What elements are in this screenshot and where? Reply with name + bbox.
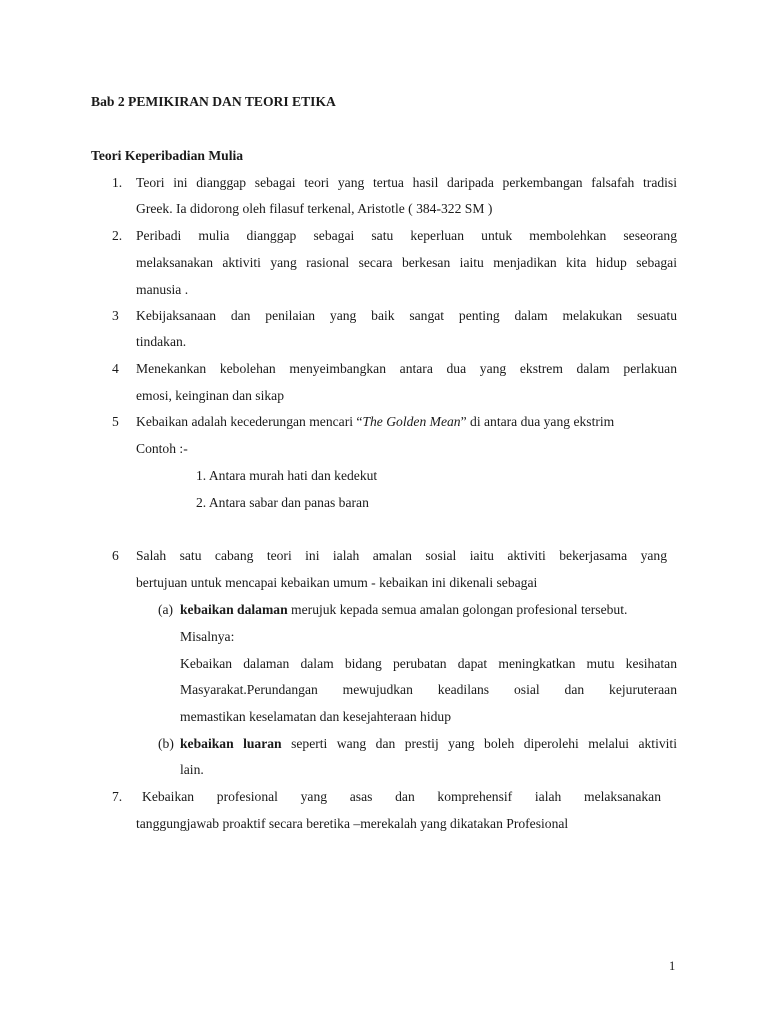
subitem-b-line-1: kebaikan luaran seperti wang dan prestij yang boleh diperolehi melalui aktiviti	[180, 736, 677, 751]
example-1: 1. Antara murah hati dan kedekut	[196, 468, 378, 483]
item-6-line-1: Salah satu cabang teori ini ialah amalan sosial iaitu aktiviti bekerjasama yang	[136, 548, 667, 563]
item-2-line-1: Peribadi mulia dianggap sebagai satu keperluan untuk membolehkan seseorang	[136, 228, 677, 243]
item-7-line-1: Kebaikan profesional yang asas dan komprehensif ialah melaksanakan	[142, 789, 661, 804]
subitem-b-line-2: lain.	[180, 762, 204, 777]
item-number: 3	[112, 308, 119, 323]
item-3-line-2: tindakan.	[136, 334, 187, 349]
golden-mean-term: The Golden Mean	[362, 414, 461, 429]
subitem-marker: (b)	[158, 736, 174, 751]
subitem-marker: (a)	[158, 602, 174, 617]
item-number: 6	[112, 548, 119, 563]
section-title: Teori Keperibadian Mulia	[91, 148, 244, 163]
item-number: 7.	[112, 789, 123, 804]
subitem-a-line-2: Misalnya:	[180, 629, 235, 644]
item-4-line-2: emosi, keinginan dan sikap	[136, 388, 284, 403]
page-number: 1	[669, 959, 676, 973]
item-6-line-2: bertujuan untuk mencapai kebaikan umum - kebaikan ini dikenali sebagai	[136, 575, 538, 590]
item-7-line-2: tanggungjawab proaktif secara beretika –merekalah yang dikatakan Profesional	[136, 816, 569, 831]
subitem-a-line-3: Kebaikan dalaman dalam bidang perubatan dapat meningkatkan mutu kesihatan	[180, 656, 677, 671]
item-2-line-2: melaksanakan aktiviti yang rasional secara berkesan iaitu menjadikan kita hidup sebagai	[136, 255, 677, 270]
item-number: 5	[112, 414, 119, 429]
subitem-a-line-5: memastikan keselamatan dan kesejahteraan hidup	[180, 709, 452, 724]
item-number: 4	[112, 361, 119, 376]
item-3-line-1: Kebijaksanaan dan penilaian yang baik sangat penting dalam melakukan sesuatu	[136, 308, 677, 323]
item-2-line-3: manusia .	[136, 282, 189, 297]
chapter-title: Bab 2 PEMIKIRAN DAN TEORI ETIKA	[91, 94, 336, 109]
item-5-line-2: Contoh :-	[136, 441, 188, 456]
kebaikan-luaran-term: kebaikan luaran	[180, 736, 282, 751]
subitem-a-line-1: kebaikan dalaman merujuk kepada semua amalan golongan profesional tersebut.	[180, 602, 628, 617]
item-5-line-1: Kebaikan adalah kecederungan mencari “The Golden Mean” di antara dua yang ekstrim	[136, 414, 615, 429]
item-1-line-2: Greek. Ia didorong oleh filasuf terkenal, Aristotle ( 384-322 SM )	[136, 201, 493, 216]
item-1-line-1: Teori ini dianggap sebagai teori yang tertua hasil daripada perkembangan falsafah tradisi	[136, 175, 677, 190]
item-4-line-1: Menekankan kebolehan menyeimbangkan antara dua yang ekstrem dalam perlakuan	[136, 361, 677, 376]
item-number: 2.	[112, 228, 123, 243]
example-2: 2. Antara sabar dan panas baran	[196, 495, 369, 510]
item-number: 1.	[112, 175, 123, 190]
subitem-a-line-4: Masyarakat.Perundangan mewujudkan keadilans osial dan kejuruteraan	[180, 682, 677, 697]
kebaikan-dalaman-term: kebaikan dalaman	[180, 602, 288, 617]
